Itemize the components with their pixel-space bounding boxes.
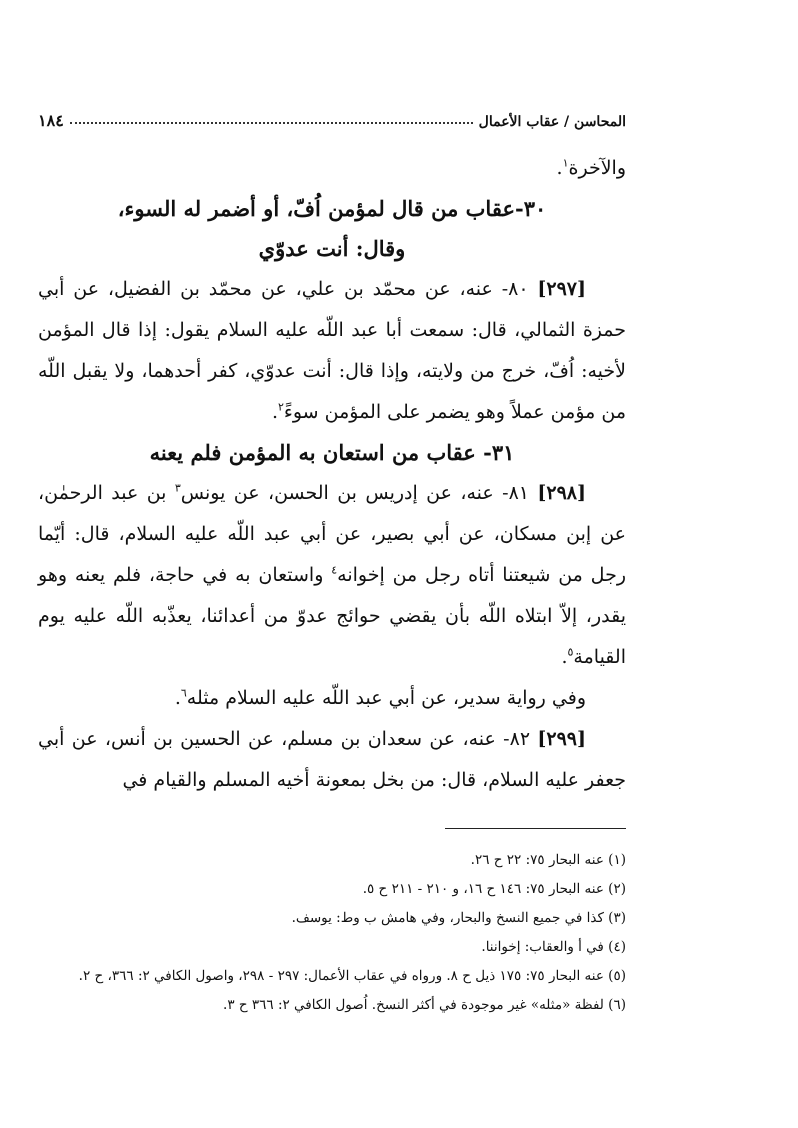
hadith-number: [٢٩٩] bbox=[537, 728, 586, 750]
hadith-299 bbox=[38, 719, 626, 801]
hadith-text: ٨٠- عنه، عن محمّد بن علي، عن محمّد بن الفضيل، عن أبي حمزة الثمالي، قال: سمعت أبا عبد اللّه عليه السلام يقول: إذا قال المؤمن لأخيه: اُفّ، خرج من ولايته، وإذا قال: أنت عدوّي، كفر أحدهما، ولا يقبل اللّه من مؤمن عملاً وهو يضمر على المؤمن سوءً bbox=[38, 278, 626, 423]
hadith-text-c: واستعان به في حاجة، فلم يعنه وهو يقدر، إلاّ ابتلاه اللّه بأن يقضي حوائج عدوّ من أعدائنا، يعذّبه اللّه عليه يوم القيامة bbox=[38, 564, 626, 668]
hadith-text-a: ٨١- عنه، عن إدريس بن الحسن، عن يونس bbox=[180, 482, 529, 504]
hadith-297: [٢٩٧] ٨٠- عنه، عن محمّد بن علي، عن محمّد بن الفضيل، عن أبي حمزة الثمالي، قال: سمعت أبا عبد اللّه عليه السلام يقول: إذا قال المؤمن لأخيه: اُفّ، خرج من ولايته، وإذا قال: أنت عدوّي، كفر أحدهما، ولا يقبل اللّه من مؤمن عملاً وهو يضمر على المؤمن سوءً$^٢$. bbox=[38, 278, 626, 423]
footnote-ref: ٥ bbox=[567, 645, 574, 659]
hadith-number: [٢٩٧] bbox=[537, 278, 586, 300]
hadith-text: ٨٢- عنه، عن سعدان بن مسلم، عن الحسين بن أنس، عن أبي جعفر عليه السلام، قال: من بخل بمعونة أخيه المسلم والقيام في bbox=[38, 728, 626, 791]
footnote-item: (٦) لفظة «مثله» غير موجودة في أكثر النسخ. اُصول الكافي ٢: ٣٦٦ ح ٣. bbox=[223, 997, 626, 1013]
hadith-text-b: بن عبد الرحمٰن، عن إبن مسكان، عن أبي بصير، عن أبي عبد اللّه عليه السلام، قال: أيّما رجل من شيعتنا أتاه رجل من إخوانه bbox=[38, 482, 626, 586]
section-31-title: ٣١- عقاب من استعان به المؤمن فلم يعنه bbox=[149, 440, 515, 465]
hadith-298: [٢٩٨] ٨١- عنه، عن إدريس بن الحسن، عن يونس$^٣$ بن عبد الرحمٰن، عن إبن مسكان، عن أبي بصير، عن أبي عبد اللّه عليه السلام، قال: أيّما رجل من شيعتنا أتاه رجل من إخوانه$^٤$ واستعان به في حاجة، فلم يعنه وهو يقدر، إلاّ ابتلاه اللّه بأن يقضي حوائج عدوّ من أعدائنا، يعذّبه اللّه عليه يوم القيامة$^٥$. bbox=[38, 481, 626, 668]
section-30-title-line1: ٣٠-عقاب من قال لمؤمن اُفّ، أو أضمر له السوء، bbox=[117, 196, 547, 221]
main-text bbox=[38, 148, 626, 801]
riwaya-line: وفي رواية سدير، عن أبي عبد اللّه عليه السلام مثله$^٦$. bbox=[174, 686, 586, 709]
footnote-separator bbox=[445, 828, 626, 829]
opening-line: والآخرة$^١$. bbox=[556, 156, 626, 179]
footnote-item: (٣) كذا في جميع النسخ والبحار، وفي هامش ب وط: يوسف. bbox=[291, 910, 626, 926]
page-number: ١٨٤ bbox=[38, 111, 64, 130]
section-30-title-line2: وقال: أنت عدوّي bbox=[258, 236, 406, 261]
footnote-item: (١) عنه البحار ٧٥: ٢٢ ح ٢٦. bbox=[470, 852, 626, 868]
footnote-ref: ٤ bbox=[331, 563, 338, 577]
section-30-heading bbox=[38, 189, 626, 269]
running-title: المحاسن / عقاب الأعمال bbox=[478, 114, 626, 130]
footnotes bbox=[38, 846, 626, 1020]
hadith-number: [٢٩٨] bbox=[537, 482, 586, 504]
footnote-ref: ١ bbox=[562, 156, 569, 170]
footnote-ref: ٣ bbox=[174, 481, 181, 495]
footnote-ref: ٦ bbox=[180, 686, 187, 700]
footnote-ref: ٢ bbox=[277, 400, 284, 414]
running-header bbox=[38, 100, 626, 130]
section-31-heading bbox=[38, 433, 626, 473]
footnote-item: (٤) في أ والعقاب: إخواننا. bbox=[481, 939, 626, 955]
header-dot-leader bbox=[70, 122, 473, 124]
footnote-item: (٢) عنه البحار ٧٥: ١٤٦ ح ١٦، و ٢١٠ - ٢١١ ح ٥. bbox=[362, 881, 626, 897]
footnote-item: (٥) عنه البحار ٧٥: ١٧٥ ذيل ح ٨. ورواه في عقاب الأعمال: ٢٩٧ - ٢٩٨، واصول الكافي ٢: ٣٦٦، ح ٢. bbox=[78, 968, 626, 984]
